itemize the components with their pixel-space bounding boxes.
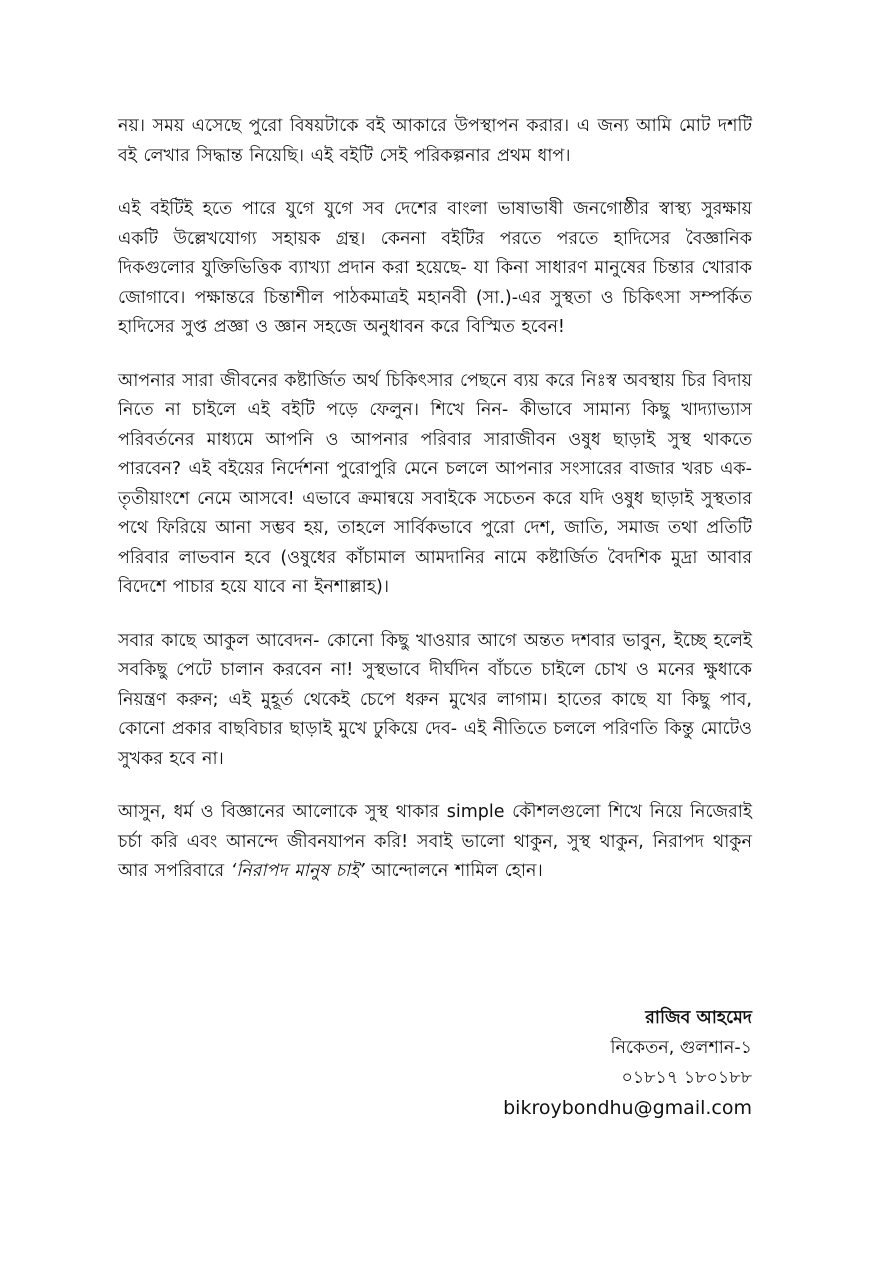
paragraph-4: সবার কাছে আকুল আবেদন- কোনো কিছু খাওয়ার আগে অন্তত দশবার ভাবুন, ইচ্ছে হলেই সবকিছু পেটে চালান করবেন না! সুস্থভাবে দীর্ঘদিন বাঁচতে চাইলে চোখ ও মনের ক্ষুধাকে নিয়ন্ত্রণ করুন; এই মুহূর্ত থেকেই চেপে ধরুন মুখের লাগাম। হাতের কাছে যা কিছু পাব, কোনো প্রকার বাছবিচার ছাড়াই মুখে ঢুকিয়ে দেব- এই নীতিতে চললে পরিণতি কিন্তু মোটেও সুখকর হবে না। — [118, 630, 752, 769]
author-signature-block — [503, 1003, 752, 1123]
paragraph-3: আপনার সারা জীবনের কষ্টার্জিত অর্থ চিকিৎসার পেছনে ব্যয় করে নিঃস্ব অবস্থায় চির বিদায় নিতে না চাইলে এই বইটি পড়ে ফেলুন। শিখে নিন- কীভাবে সামান্য কিছু খাদ্যাভ্যাস পরিবর্তনের মাধ্যমে আপনি ও আপনার পরিবার সারাজীবন ওষুধ ছাড়াই সুস্থ থাকতে পারবেন? এই বইয়ের নির্দেশনা পুরোপুরি মেনে চললে আপনার সংসারের বাজার খরচ এক-তৃতীয়াংশে নেমে আসবে! এভাবে ক্রমান্বয়ে সবাইকে সচেতন করে যদি ওষুধ ছাড়াই সুস্থতার পথে ফিরিয়ে আনা সম্ভব হয়, তাহলে সার্বিকভাবে পুরো দেশ, জাতি, সমাজ তথা প্রতিটি পরিবার লাভবান হবে (ওষুধের কাঁচামাল আমদানির নামে কষ্টার্জিত বৈদশিক মুদ্রা আবার বিদেশে পাচার হয়ে যাবে না ইনশাল্লাহ)। — [118, 370, 752, 597]
paragraph-1: নয়। সময় এসেছে পুরো বিষয়টাকে বই আকারে উপস্থাপন করার। এ জন্য আমি মোট দশটি বই লেখার সিদ্ধান্ত নিয়েছি। এই বইটি সেই পরিকল্পনার প্রথম ধাপ। — [118, 116, 752, 166]
author-address: নিকেতন, গুলশান-১ — [610, 1038, 752, 1058]
campaign-name: ‘নিরাপদ মানুষ চাই’ — [230, 861, 365, 881]
document-body — [118, 112, 752, 911]
author-phone: ০১৮১৭ ১৮০১৮৮ — [621, 1068, 752, 1088]
paragraph-5-text-before: আসুন, ধর্ম ও বিজ্ঞানের আলোকে সুস্থ থাকার simple কৌশলগুলো শিখে নিয়ে নিজেরাই চর্চা করি এবং আনন্দে জীবনযাপন করি! সবাই ভালো থাকুন, সুস্থ থাকুন, নিরাপদ থাকুন আর সপরিবারে — [118, 802, 752, 881]
author-email: bikroybondhu@gmail.com — [503, 1097, 752, 1119]
paragraph-5 — [118, 798, 752, 887]
paragraph-5-text-after: আন্দোলনে শামিল হোন। — [364, 861, 543, 881]
paragraph-2: এই বইটিই হতে পারে যুগে যুগে সব দেশের বাংলা ভাষাভাষী জনগোষ্ঠীর স্বাস্থ্য সুরক্ষায় একটি উল্লেখযোগ্য সহায়ক গ্রন্থ। কেননা বইটির পরতে পরতে হাদিসের বৈজ্ঞানিক দিকগুলোর যুক্তিভিত্তিক ব্যাখ্যা প্রদান করা হয়েছে- যা কিনা সাধারণ মানুষের চিন্তার খোরাক জোগাবে। পক্ষান্তরে চিন্তাশীল পাঠকমাত্রই মহানবী (সা.)-এর সুস্থতা ও চিকিৎসা সম্পর্কিত হাদিসের সুপ্ত প্রজ্ঞা ও জ্ঞান সহজে অনুধাবন করে বিস্মিত হবেন! — [118, 199, 752, 337]
author-name: রাজিব আহমেদ — [645, 1008, 752, 1028]
